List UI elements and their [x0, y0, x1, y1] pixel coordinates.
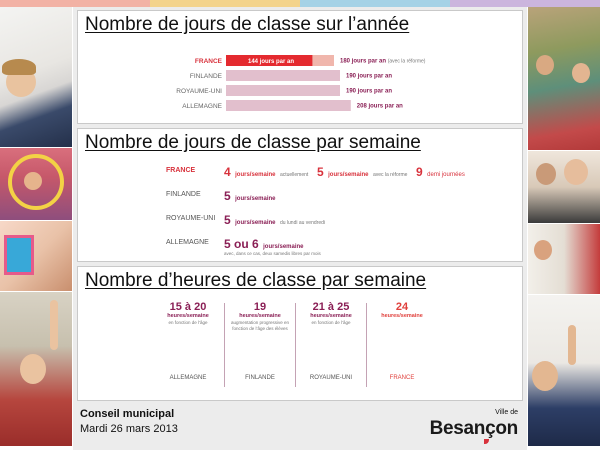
country-label: FRANCE: [389, 375, 415, 381]
bar-value-label: 190 jours par an: [346, 88, 393, 95]
panel-days-per-year: [77, 10, 523, 124]
bar: [226, 100, 351, 111]
bar-value-label: 144 jours par an: [248, 59, 295, 65]
country-label: ROYAUME-UNI: [166, 215, 216, 222]
meeting-name: Conseil municipal: [80, 408, 175, 420]
hours-col-uk: 21 à 25 heures/semaine en fonction de l’âge: [310, 301, 352, 325]
country-label: FINLANDE: [166, 191, 201, 198]
photo-child-raising-hand: [0, 292, 72, 446]
week-value-half-days: 9 demi journées: [416, 165, 465, 179]
hours-col-finland: 19 heures/semaine augmentation progressive en fonction de l’âge des élèves: [230, 301, 290, 331]
panel-title: Nombre de jours de classe sur l’année: [85, 14, 410, 35]
photo-two-children: [528, 151, 600, 223]
besancon-logo: [423, 409, 518, 445]
bar: [226, 85, 340, 96]
panel-hours-per-week: [77, 266, 523, 401]
meeting-date: Mardi 26 mars 2013: [80, 423, 178, 435]
chart-days-per-year: [78, 11, 524, 125]
country-label: FINLANDE: [245, 375, 275, 381]
column-divider: [366, 303, 367, 387]
panel-days-per-week: [77, 128, 523, 262]
week-value-current: 4 jours/semaine actuellement: [224, 165, 309, 179]
photo-child-board: [528, 224, 600, 294]
bar-country-label: ROYAUME-UNI: [176, 88, 222, 95]
bar-value-label: 190 jours par an: [346, 73, 393, 80]
photo-child-tablet: [0, 221, 72, 291]
footer-meeting-info: [80, 408, 178, 435]
week-note: avec, dans ce cas, deux samedis libres par mois: [224, 251, 321, 256]
bar-country-label: ALLEMAGNE: [182, 103, 222, 110]
week-value-reform: 5 jours/semaine avec la réforme: [317, 165, 408, 179]
top-color-strip: [0, 0, 600, 7]
panel-title: Nombre d’heures de classe par semaine: [85, 270, 427, 291]
slide: [73, 7, 527, 450]
logo-small-text: Ville de: [495, 409, 518, 416]
photo-child-writing-whiteboard: [528, 295, 600, 446]
country-label: ALLEMAGNE: [166, 239, 209, 246]
country-label: ROYAUME-UNI: [309, 375, 353, 381]
week-value: 5 jours/semaine: [224, 189, 276, 203]
week-value: 5 jours/semaine du lundi au vendredi: [224, 213, 325, 227]
logo-city-name: Besançon: [429, 418, 518, 439]
hours-col-france: 24 heures/semaine: [381, 301, 423, 319]
bar-country-label: FINLANDE: [189, 73, 222, 80]
strip-segment-3: [300, 0, 450, 7]
bar-reform-label: 180 jours par an (avec la réforme): [340, 58, 426, 65]
photo-classroom-reading: [528, 7, 600, 150]
bar: [226, 70, 340, 81]
column-divider: [224, 303, 225, 387]
country-label: FRANCE: [166, 167, 196, 174]
strip-segment-2: [150, 0, 300, 7]
strip-segment-1: [0, 0, 150, 7]
photo-child-hoop: [0, 148, 72, 220]
bar-country-label: FRANCE: [194, 58, 222, 65]
week-value: 5 ou 6 jours/semaine: [224, 237, 304, 251]
strip-segment-4: [450, 0, 600, 7]
photo-child-whiteboard-left: [0, 7, 72, 147]
column-divider: [295, 303, 296, 387]
logo-cedilla-mark: [484, 439, 489, 444]
hours-col-germany: 15 à 20 heures/semaine en fonction de l’âge: [167, 301, 209, 325]
country-label: ALLEMAGNE: [169, 375, 207, 381]
bar-value-label: 208 jours par an: [356, 103, 403, 110]
panel-title: Nombre de jours de classe par semaine: [85, 132, 421, 153]
